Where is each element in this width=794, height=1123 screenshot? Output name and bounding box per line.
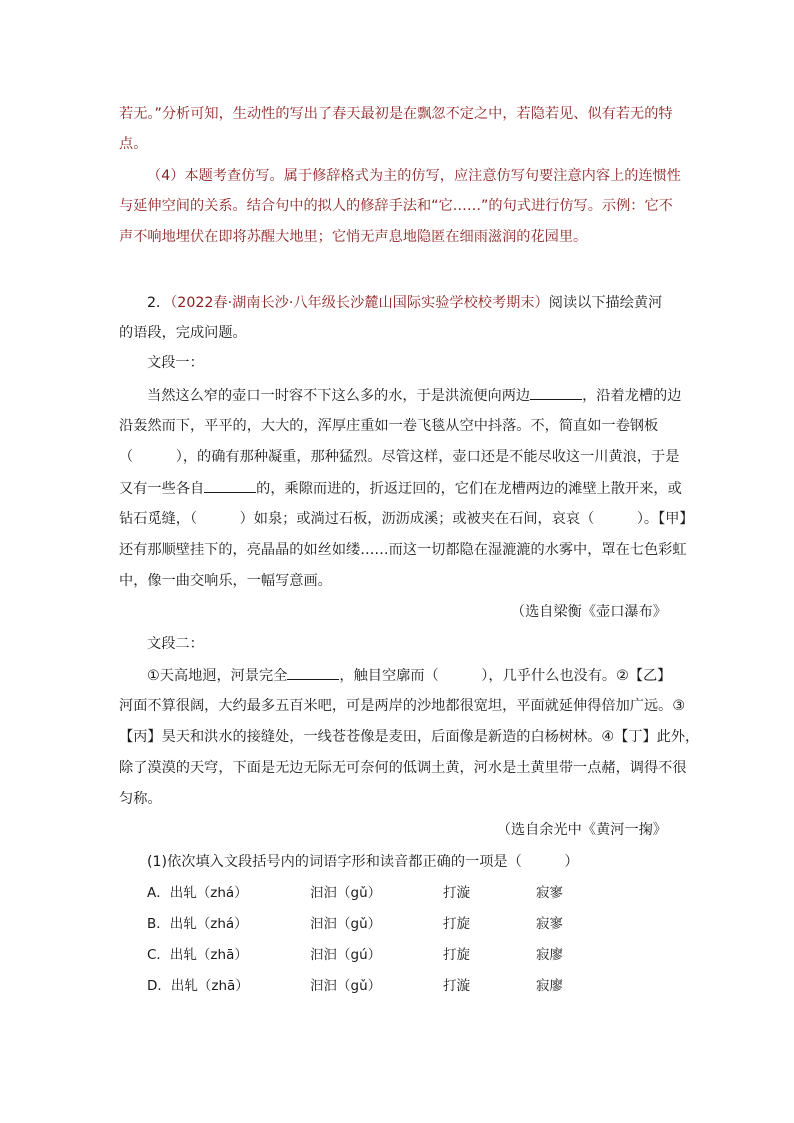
passage-text: ，触目空廓而（ ），几乎什么也没有。②【乙】	[339, 668, 672, 684]
option-word: 汩汩（gú）	[310, 947, 382, 963]
question-prompt: 阅读以下描绘黄河	[548, 295, 663, 311]
passage2-line: 匀称。	[119, 791, 162, 807]
option-label: C．出轧（zhā）	[147, 947, 248, 963]
passage-text: ，沿着龙槽的边	[582, 388, 682, 404]
option-word: 打旋	[443, 916, 470, 932]
fill-blank	[204, 478, 256, 493]
analysis-line: 点。	[119, 136, 148, 152]
passage-text: 的，乘隙而进的，折返迂回的，它们在龙槽两边的滩壁上散开来，或	[256, 481, 682, 497]
passage1-line: （ ），的确有那种凝重，那种猛烈。尽管这样，壶口还是不能尽收这一川黄浪，于是	[119, 449, 680, 465]
option-word: 寂廖	[536, 978, 563, 994]
option-word: 汩汩（gǔ）	[310, 916, 382, 932]
passage1-heading: 文段一：	[147, 355, 204, 371]
option-word: 寂寥	[536, 885, 563, 901]
analysis-line: 若无。”分析可知，生动性的写出了春天最初是在飘忽不定之中，若隐若见、似有若无的特	[119, 106, 673, 122]
analysis-line: 与延伸空间的关系。结合句中的拟人的修辞手法和“它……”的句式进行仿写。示例：它不	[119, 198, 673, 214]
passage1-line	[119, 478, 682, 499]
option-word: 打漩	[443, 885, 470, 901]
passage2-line: 河面不算很阔，大约最多五百米吧，可是两岸的沙地都很宽坦，平面就延伸得倍加广远。③	[119, 698, 686, 714]
option-word: 汩汩（gǔ）	[310, 885, 382, 901]
fill-blank	[530, 385, 582, 400]
passage2-line	[147, 665, 671, 686]
passage2-line: 【丙】昊天和洪水的接缝处，一线苍苍像是麦田，后面像是新造的白杨树林。④【丁】此外，	[119, 729, 700, 745]
passage-text: ①天高地迥，河景完全	[147, 668, 288, 684]
option-word: 汩汩（gǔ）	[310, 978, 382, 994]
option-word: 寂寥	[536, 916, 563, 932]
question-source: （2022春·湖南长沙·八年级长沙麓山国际实验学校校考期末）	[170, 295, 549, 311]
question-number: 2．	[147, 295, 171, 311]
passage1-line	[147, 385, 681, 406]
option-label: A．出轧（zhá）	[147, 885, 248, 901]
question-heading	[147, 293, 662, 313]
passage1-line: 沿轰然而下，平平的，大大的，浑厚庄重如一卷飞毯从空中抖落。不，简直如一卷钢板	[119, 418, 659, 434]
fill-blank	[287, 665, 339, 680]
passage1-line: 还有那顺壁挂下的，亮晶晶的如丝如缕……而这一切都隐在湿漉漉的水雾中，罩在七色彩虹	[119, 542, 687, 558]
option-label: B．出轧（zhá）	[147, 916, 248, 932]
option-word: 打漩	[443, 978, 470, 994]
passage1-line: 中，像一曲交响乐，一幅写意画。	[119, 573, 332, 589]
option-word: 寂廖	[536, 947, 563, 963]
passage-text: 又有一些各自	[119, 481, 205, 497]
option-word: 打旋	[443, 947, 470, 963]
passage-text: 当然这么窄的壶口一时容不下这么多的水，于是洪流便向两边	[147, 388, 531, 404]
question-prompt-line: 的语段，完成问题。	[119, 325, 247, 341]
analysis-line: （4）本题考查仿写。属于修辞格式为主的仿写，应注意仿写句要注意内容上的连惯性	[147, 168, 681, 184]
passage2-heading: 文段二：	[147, 636, 204, 652]
option-label: D．出轧（zhā）	[147, 978, 249, 994]
passage1-source: （选自梁衡《壶口瀑布》	[510, 604, 667, 620]
passage1-line: 钻石觅缝，（ ）如泉；或淌过石板，沥沥成溪；或被夹在石间，哀哀（ ）。【甲】	[119, 511, 694, 527]
passage2-source: （选自余光中《黄河一掬》	[496, 822, 667, 838]
analysis-line: 声不响地埋伏在即将苏醒大地里；它悄无声息地隐匿在细雨滋润的花园里。	[119, 229, 588, 245]
sub-question-stem: (1)依次填入文段括号内的词语字形和读音都正确的一项是（ ）	[147, 854, 579, 870]
passage2-line: 除了漠漠的天穹，下面是无边无际无可奈何的低调土黄，河水是土黄里带一点赭，调得不很	[119, 760, 687, 776]
